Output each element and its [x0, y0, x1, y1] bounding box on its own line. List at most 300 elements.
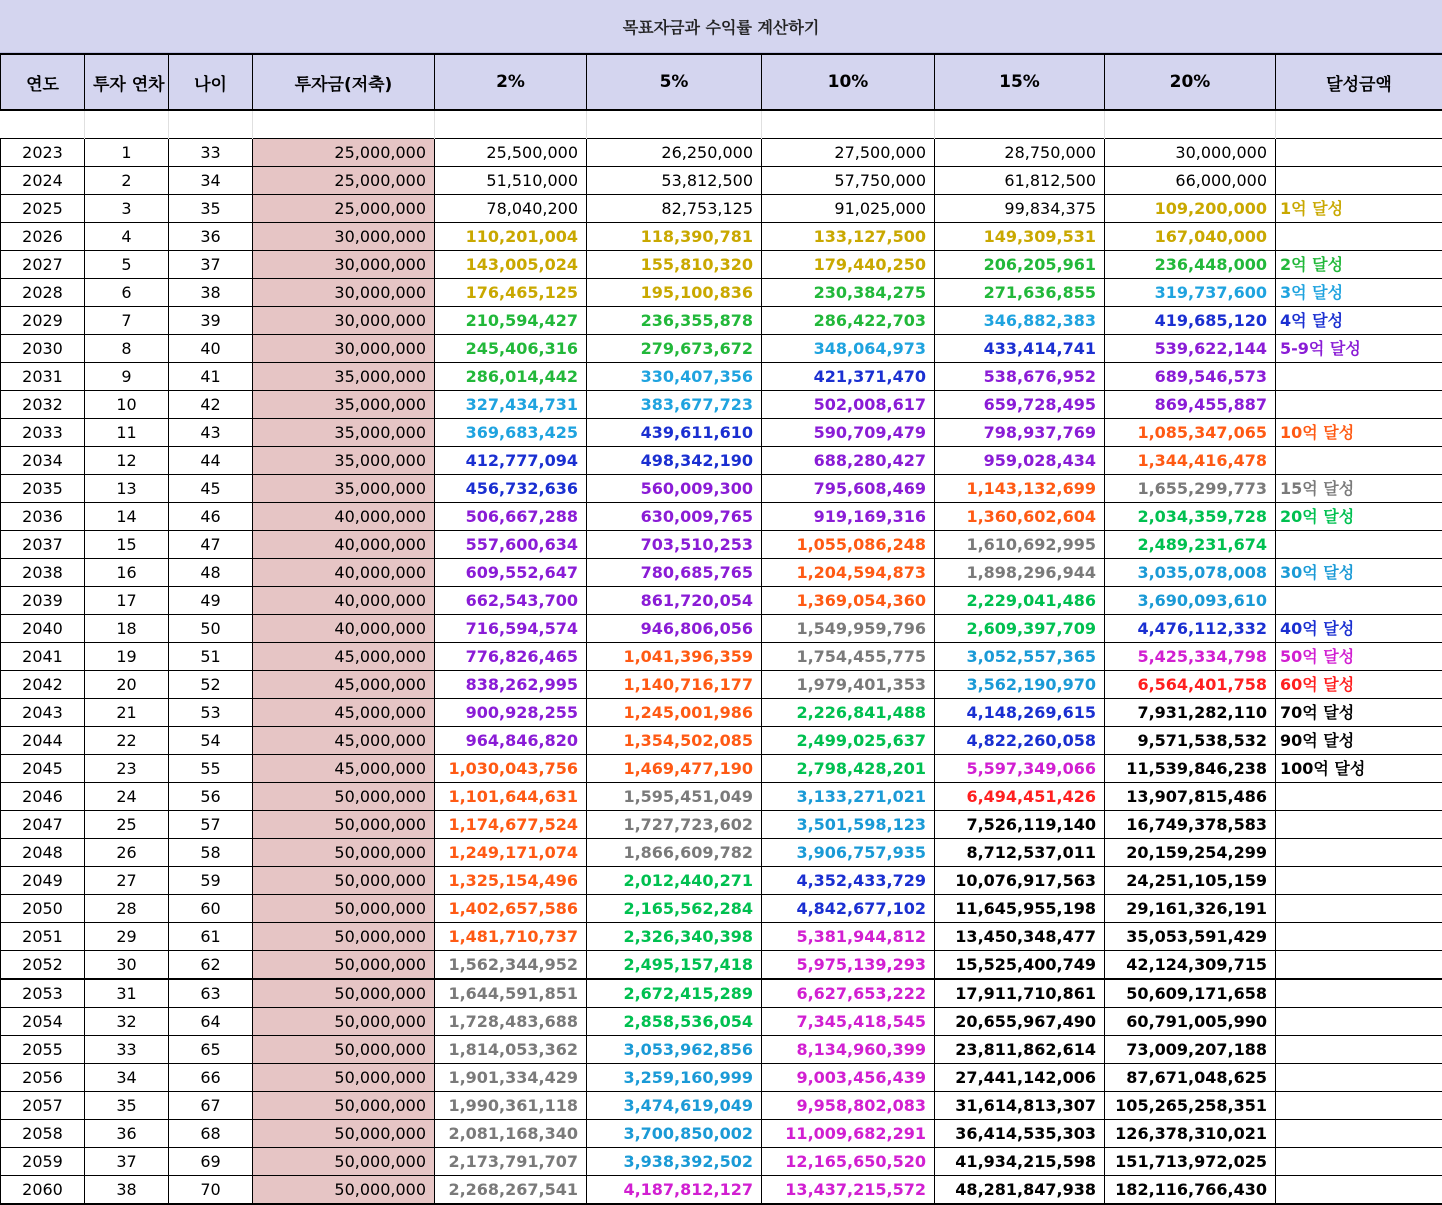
cell-goal[interactable]: 70억 달성 — [1276, 698, 1442, 726]
cell-rate-5[interactable]: 195,100,836 — [587, 278, 762, 306]
cell-rate-15[interactable]: 41,934,215,598 — [935, 1147, 1105, 1175]
cell-goal[interactable] — [1276, 586, 1442, 614]
cell-year[interactable]: 2023 — [1, 138, 85, 166]
cell-investment[interactable]: 30,000,000 — [253, 250, 435, 278]
cell-rate-5[interactable]: 155,810,320 — [587, 250, 762, 278]
cell-rate-20[interactable]: 419,685,120 — [1105, 306, 1276, 334]
cell-rate-2[interactable]: 838,262,995 — [435, 670, 587, 698]
cell-rate-15[interactable]: 4,822,260,058 — [935, 726, 1105, 754]
cell-investment[interactable]: 45,000,000 — [253, 754, 435, 782]
cell-rate-20[interactable]: 50,609,171,658 — [1105, 979, 1276, 1008]
cell-rate-15[interactable]: 6,494,451,426 — [935, 782, 1105, 810]
cell-age[interactable]: 59 — [169, 866, 253, 894]
header-rate-2[interactable]: 2% — [435, 54, 587, 110]
cell-rate-5[interactable]: 946,806,056 — [587, 614, 762, 642]
cell-rate-5[interactable]: 3,053,962,856 — [587, 1035, 762, 1063]
cell-rate-20[interactable]: 87,671,048,625 — [1105, 1063, 1276, 1091]
cell-rate-2[interactable]: 1,174,677,524 — [435, 810, 587, 838]
cell-rate-10[interactable]: 1,549,959,796 — [762, 614, 935, 642]
cell-year[interactable]: 2057 — [1, 1091, 85, 1119]
cell-rate-2[interactable]: 110,201,004 — [435, 222, 587, 250]
cell-investment-year[interactable]: 19 — [85, 642, 169, 670]
cell-investment[interactable]: 40,000,000 — [253, 586, 435, 614]
cell-rate-2[interactable]: 2,173,791,707 — [435, 1147, 587, 1175]
cell-rate-5[interactable]: 2,326,340,398 — [587, 922, 762, 950]
cell-goal[interactable] — [1276, 446, 1442, 474]
cell-rate-5[interactable]: 279,673,672 — [587, 334, 762, 362]
cell-investment[interactable]: 50,000,000 — [253, 1091, 435, 1119]
cell-rate-10[interactable]: 230,384,275 — [762, 278, 935, 306]
cell-rate-20[interactable]: 7,931,282,110 — [1105, 698, 1276, 726]
cell-year[interactable]: 2037 — [1, 530, 85, 558]
cell-investment[interactable]: 50,000,000 — [253, 922, 435, 950]
cell-age[interactable]: 43 — [169, 418, 253, 446]
cell-age[interactable]: 36 — [169, 222, 253, 250]
cell-investment-year[interactable]: 38 — [85, 1175, 169, 1204]
cell-rate-20[interactable]: 35,053,591,429 — [1105, 922, 1276, 950]
cell-rate-5[interactable]: 1,041,396,359 — [587, 642, 762, 670]
cell-rate-5[interactable]: 703,510,253 — [587, 530, 762, 558]
cell-rate-10[interactable]: 179,440,250 — [762, 250, 935, 278]
cell-rate-10[interactable]: 502,008,617 — [762, 390, 935, 418]
cell-rate-20[interactable]: 60,791,005,990 — [1105, 1007, 1276, 1035]
cell-rate-2[interactable]: 245,406,316 — [435, 334, 587, 362]
cell-goal[interactable]: 15억 달성 — [1276, 474, 1442, 502]
cell-rate-2[interactable]: 506,667,288 — [435, 502, 587, 530]
cell-age[interactable]: 68 — [169, 1119, 253, 1147]
cell-year[interactable]: 2058 — [1, 1119, 85, 1147]
cell-investment[interactable]: 35,000,000 — [253, 446, 435, 474]
cell-year[interactable]: 2056 — [1, 1063, 85, 1091]
cell-investment-year[interactable]: 9 — [85, 362, 169, 390]
cell-rate-10[interactable]: 4,352,433,729 — [762, 866, 935, 894]
cell-rate-15[interactable]: 13,450,348,477 — [935, 922, 1105, 950]
cell-rate-5[interactable]: 383,677,723 — [587, 390, 762, 418]
cell-rate-10[interactable]: 5,381,944,812 — [762, 922, 935, 950]
cell-rate-2[interactable]: 900,928,255 — [435, 698, 587, 726]
cell-age[interactable]: 69 — [169, 1147, 253, 1175]
cell-age[interactable]: 52 — [169, 670, 253, 698]
cell-year[interactable]: 2032 — [1, 390, 85, 418]
cell-goal[interactable] — [1276, 1063, 1442, 1091]
cell-rate-2[interactable]: 369,683,425 — [435, 418, 587, 446]
cell-rate-10[interactable]: 3,906,757,935 — [762, 838, 935, 866]
cell-age[interactable]: 57 — [169, 810, 253, 838]
cell-year[interactable]: 2031 — [1, 362, 85, 390]
cell-age[interactable]: 55 — [169, 754, 253, 782]
cell-year[interactable]: 2034 — [1, 446, 85, 474]
cell-age[interactable]: 56 — [169, 782, 253, 810]
header-age[interactable]: 나이 — [169, 54, 253, 110]
cell-year[interactable]: 2038 — [1, 558, 85, 586]
cell-rate-5[interactable]: 26,250,000 — [587, 138, 762, 166]
cell-investment[interactable]: 40,000,000 — [253, 530, 435, 558]
cell-investment-year[interactable]: 3 — [85, 194, 169, 222]
cell-rate-2[interactable]: 51,510,000 — [435, 166, 587, 194]
cell-rate-10[interactable]: 348,064,973 — [762, 334, 935, 362]
header-rate-20[interactable]: 20% — [1105, 54, 1276, 110]
cell-rate-15[interactable]: 2,609,397,709 — [935, 614, 1105, 642]
cell-rate-20[interactable]: 869,455,887 — [1105, 390, 1276, 418]
cell-investment-year[interactable]: 14 — [85, 502, 169, 530]
cell-rate-2[interactable]: 1,728,483,688 — [435, 1007, 587, 1035]
cell-rate-5[interactable]: 1,140,716,177 — [587, 670, 762, 698]
cell-investment-year[interactable]: 37 — [85, 1147, 169, 1175]
cell-investment-year[interactable]: 20 — [85, 670, 169, 698]
cell-investment-year[interactable]: 27 — [85, 866, 169, 894]
cell-investment-year[interactable]: 6 — [85, 278, 169, 306]
cell-year[interactable]: 2043 — [1, 698, 85, 726]
cell-goal[interactable] — [1276, 222, 1442, 250]
cell-year[interactable]: 2028 — [1, 278, 85, 306]
cell-rate-10[interactable]: 5,975,139,293 — [762, 950, 935, 979]
cell-rate-20[interactable]: 24,251,105,159 — [1105, 866, 1276, 894]
cell-investment-year[interactable]: 8 — [85, 334, 169, 362]
cell-rate-15[interactable]: 61,812,500 — [935, 166, 1105, 194]
cell-rate-2[interactable]: 176,465,125 — [435, 278, 587, 306]
cell-rate-2[interactable]: 1,101,644,631 — [435, 782, 587, 810]
cell-rate-2[interactable]: 2,268,267,541 — [435, 1175, 587, 1204]
cell-year[interactable]: 2050 — [1, 894, 85, 922]
cell-investment-year[interactable]: 12 — [85, 446, 169, 474]
cell-rate-15[interactable]: 271,636,855 — [935, 278, 1105, 306]
cell-rate-2[interactable]: 776,826,465 — [435, 642, 587, 670]
cell-rate-10[interactable]: 590,709,479 — [762, 418, 935, 446]
cell-investment-year[interactable]: 29 — [85, 922, 169, 950]
cell-rate-15[interactable]: 149,309,531 — [935, 222, 1105, 250]
cell-investment-year[interactable]: 1 — [85, 138, 169, 166]
cell-rate-15[interactable]: 20,655,967,490 — [935, 1007, 1105, 1035]
cell-rate-5[interactable]: 53,812,500 — [587, 166, 762, 194]
cell-rate-20[interactable]: 182,116,766,430 — [1105, 1175, 1276, 1204]
cell-rate-5[interactable]: 2,165,562,284 — [587, 894, 762, 922]
cell-rate-10[interactable]: 2,798,428,201 — [762, 754, 935, 782]
cell-rate-2[interactable]: 716,594,574 — [435, 614, 587, 642]
cell-year[interactable]: 2045 — [1, 754, 85, 782]
cell-rate-10[interactable]: 91,025,000 — [762, 194, 935, 222]
cell-rate-15[interactable]: 23,811,862,614 — [935, 1035, 1105, 1063]
cell-rate-20[interactable]: 30,000,000 — [1105, 138, 1276, 166]
cell-rate-10[interactable]: 3,501,598,123 — [762, 810, 935, 838]
cell-rate-2[interactable]: 1,814,053,362 — [435, 1035, 587, 1063]
cell-goal[interactable]: 90억 달성 — [1276, 726, 1442, 754]
cell-rate-15[interactable]: 48,281,847,938 — [935, 1175, 1105, 1204]
cell-rate-15[interactable]: 2,229,041,486 — [935, 586, 1105, 614]
cell-investment[interactable]: 30,000,000 — [253, 278, 435, 306]
cell-rate-15[interactable]: 1,610,692,995 — [935, 530, 1105, 558]
cell-investment-year[interactable]: 36 — [85, 1119, 169, 1147]
cell-rate-10[interactable]: 1,754,455,775 — [762, 642, 935, 670]
cell-rate-15[interactable]: 7,526,119,140 — [935, 810, 1105, 838]
cell-goal[interactable]: 20억 달성 — [1276, 502, 1442, 530]
cell-rate-5[interactable]: 3,700,850,002 — [587, 1119, 762, 1147]
cell-rate-10[interactable]: 7,345,418,545 — [762, 1007, 935, 1035]
cell-rate-5[interactable]: 861,720,054 — [587, 586, 762, 614]
cell-age[interactable]: 45 — [169, 474, 253, 502]
cell-age[interactable]: 41 — [169, 362, 253, 390]
header-rate-15[interactable]: 15% — [935, 54, 1105, 110]
cell-rate-5[interactable]: 3,938,392,502 — [587, 1147, 762, 1175]
cell-rate-10[interactable]: 27,500,000 — [762, 138, 935, 166]
cell-year[interactable]: 2041 — [1, 642, 85, 670]
cell-age[interactable]: 38 — [169, 278, 253, 306]
cell-age[interactable]: 46 — [169, 502, 253, 530]
cell-investment-year[interactable]: 7 — [85, 306, 169, 334]
cell-rate-2[interactable]: 2,081,168,340 — [435, 1119, 587, 1147]
cell-age[interactable]: 66 — [169, 1063, 253, 1091]
cell-year[interactable]: 2048 — [1, 838, 85, 866]
cell-year[interactable]: 2025 — [1, 194, 85, 222]
cell-rate-15[interactable]: 27,441,142,006 — [935, 1063, 1105, 1091]
cell-goal[interactable]: 3억 달성 — [1276, 278, 1442, 306]
cell-rate-10[interactable]: 9,003,456,439 — [762, 1063, 935, 1091]
cell-investment-year[interactable]: 31 — [85, 979, 169, 1008]
cell-rate-2[interactable]: 456,732,636 — [435, 474, 587, 502]
cell-rate-10[interactable]: 919,169,316 — [762, 502, 935, 530]
cell-investment[interactable]: 50,000,000 — [253, 1063, 435, 1091]
cell-rate-20[interactable]: 4,476,112,332 — [1105, 614, 1276, 642]
cell-rate-15[interactable]: 11,645,955,198 — [935, 894, 1105, 922]
cell-rate-20[interactable]: 1,085,347,065 — [1105, 418, 1276, 446]
cell-investment[interactable]: 35,000,000 — [253, 474, 435, 502]
cell-rate-20[interactable]: 126,378,310,021 — [1105, 1119, 1276, 1147]
cell-investment[interactable]: 45,000,000 — [253, 670, 435, 698]
cell-year[interactable]: 2027 — [1, 250, 85, 278]
cell-year[interactable]: 2059 — [1, 1147, 85, 1175]
cell-goal[interactable] — [1276, 894, 1442, 922]
cell-age[interactable]: 35 — [169, 194, 253, 222]
cell-rate-5[interactable]: 560,009,300 — [587, 474, 762, 502]
cell-year[interactable]: 2042 — [1, 670, 85, 698]
cell-rate-5[interactable]: 2,012,440,271 — [587, 866, 762, 894]
header-rate-5[interactable]: 5% — [587, 54, 762, 110]
cell-rate-10[interactable]: 9,958,802,083 — [762, 1091, 935, 1119]
cell-age[interactable]: 67 — [169, 1091, 253, 1119]
cell-rate-2[interactable]: 1,901,334,429 — [435, 1063, 587, 1091]
cell-goal[interactable]: 30억 달성 — [1276, 558, 1442, 586]
cell-rate-5[interactable]: 82,753,125 — [587, 194, 762, 222]
cell-goal[interactable] — [1276, 979, 1442, 1008]
cell-rate-2[interactable]: 1,562,344,952 — [435, 950, 587, 979]
cell-age[interactable]: 44 — [169, 446, 253, 474]
cell-investment[interactable]: 50,000,000 — [253, 782, 435, 810]
cell-rate-5[interactable]: 1,469,477,190 — [587, 754, 762, 782]
cell-rate-20[interactable]: 6,564,401,758 — [1105, 670, 1276, 698]
cell-investment[interactable]: 40,000,000 — [253, 558, 435, 586]
cell-investment-year[interactable]: 17 — [85, 586, 169, 614]
cell-investment[interactable]: 30,000,000 — [253, 334, 435, 362]
cell-investment-year[interactable]: 10 — [85, 390, 169, 418]
cell-rate-5[interactable]: 2,858,536,054 — [587, 1007, 762, 1035]
cell-investment[interactable]: 50,000,000 — [253, 838, 435, 866]
cell-goal[interactable]: 60억 달성 — [1276, 670, 1442, 698]
cell-rate-20[interactable]: 66,000,000 — [1105, 166, 1276, 194]
cell-year[interactable]: 2049 — [1, 866, 85, 894]
cell-rate-15[interactable]: 17,911,710,861 — [935, 979, 1105, 1008]
cell-investment[interactable]: 50,000,000 — [253, 1007, 435, 1035]
cell-rate-10[interactable]: 3,133,271,021 — [762, 782, 935, 810]
cell-age[interactable]: 34 — [169, 166, 253, 194]
cell-year[interactable]: 2046 — [1, 782, 85, 810]
cell-investment-year[interactable]: 30 — [85, 950, 169, 979]
cell-rate-5[interactable]: 1,727,723,602 — [587, 810, 762, 838]
cell-investment[interactable]: 50,000,000 — [253, 1175, 435, 1204]
cell-goal[interactable] — [1276, 1035, 1442, 1063]
cell-year[interactable]: 2030 — [1, 334, 85, 362]
cell-rate-10[interactable]: 1,055,086,248 — [762, 530, 935, 558]
cell-rate-15[interactable]: 1,898,296,944 — [935, 558, 1105, 586]
cell-investment-year[interactable]: 35 — [85, 1091, 169, 1119]
cell-rate-20[interactable]: 2,489,231,674 — [1105, 530, 1276, 558]
cell-rate-15[interactable]: 3,052,557,365 — [935, 642, 1105, 670]
cell-rate-15[interactable]: 346,882,383 — [935, 306, 1105, 334]
cell-rate-5[interactable]: 118,390,781 — [587, 222, 762, 250]
cell-rate-5[interactable]: 498,342,190 — [587, 446, 762, 474]
cell-goal[interactable]: 2억 달성 — [1276, 250, 1442, 278]
cell-age[interactable]: 58 — [169, 838, 253, 866]
cell-year[interactable]: 2029 — [1, 306, 85, 334]
header-goal[interactable]: 달성금액 — [1276, 54, 1442, 110]
cell-investment[interactable]: 50,000,000 — [253, 950, 435, 979]
cell-investment[interactable]: 50,000,000 — [253, 979, 435, 1008]
cell-rate-15[interactable]: 31,614,813,307 — [935, 1091, 1105, 1119]
cell-rate-10[interactable]: 1,204,594,873 — [762, 558, 935, 586]
cell-investment-year[interactable]: 16 — [85, 558, 169, 586]
cell-rate-2[interactable]: 1,402,657,586 — [435, 894, 587, 922]
cell-goal[interactable]: 40억 달성 — [1276, 614, 1442, 642]
header-investment-year[interactable]: 투자 연차 — [85, 54, 169, 110]
cell-rate-5[interactable]: 1,354,502,085 — [587, 726, 762, 754]
cell-rate-10[interactable]: 286,422,703 — [762, 306, 935, 334]
cell-goal[interactable]: 4억 달성 — [1276, 306, 1442, 334]
cell-rate-5[interactable]: 780,685,765 — [587, 558, 762, 586]
cell-investment-year[interactable]: 13 — [85, 474, 169, 502]
cell-rate-5[interactable]: 330,407,356 — [587, 362, 762, 390]
header-rate-10[interactable]: 10% — [762, 54, 935, 110]
cell-rate-10[interactable]: 1,369,054,360 — [762, 586, 935, 614]
cell-goal[interactable] — [1276, 1147, 1442, 1175]
cell-rate-2[interactable]: 78,040,200 — [435, 194, 587, 222]
cell-rate-2[interactable]: 143,005,024 — [435, 250, 587, 278]
cell-age[interactable]: 33 — [169, 138, 253, 166]
cell-age[interactable]: 64 — [169, 1007, 253, 1035]
cell-investment[interactable]: 50,000,000 — [253, 1035, 435, 1063]
cell-goal[interactable] — [1276, 1091, 1442, 1119]
cell-rate-15[interactable]: 659,728,495 — [935, 390, 1105, 418]
cell-rate-2[interactable]: 1,481,710,737 — [435, 922, 587, 950]
cell-investment[interactable]: 45,000,000 — [253, 698, 435, 726]
cell-investment[interactable]: 25,000,000 — [253, 194, 435, 222]
cell-year[interactable]: 2035 — [1, 474, 85, 502]
cell-year[interactable]: 2060 — [1, 1175, 85, 1204]
cell-age[interactable]: 54 — [169, 726, 253, 754]
cell-investment-year[interactable]: 34 — [85, 1063, 169, 1091]
cell-goal[interactable] — [1276, 166, 1442, 194]
cell-investment-year[interactable]: 18 — [85, 614, 169, 642]
cell-rate-2[interactable]: 662,543,700 — [435, 586, 587, 614]
cell-rate-10[interactable]: 1,979,401,353 — [762, 670, 935, 698]
cell-goal[interactable] — [1276, 530, 1442, 558]
cell-rate-15[interactable]: 959,028,434 — [935, 446, 1105, 474]
cell-investment-year[interactable]: 23 — [85, 754, 169, 782]
cell-rate-10[interactable]: 2,499,025,637 — [762, 726, 935, 754]
cell-investment[interactable]: 50,000,000 — [253, 810, 435, 838]
cell-goal[interactable]: 10억 달성 — [1276, 418, 1442, 446]
cell-investment-year[interactable]: 21 — [85, 698, 169, 726]
cell-investment[interactable]: 30,000,000 — [253, 306, 435, 334]
cell-goal[interactable]: 100억 달성 — [1276, 754, 1442, 782]
cell-year[interactable]: 2039 — [1, 586, 85, 614]
cell-rate-20[interactable]: 236,448,000 — [1105, 250, 1276, 278]
cell-rate-2[interactable]: 412,777,094 — [435, 446, 587, 474]
cell-year[interactable]: 2055 — [1, 1035, 85, 1063]
header-year[interactable]: 연도 — [1, 54, 85, 110]
cell-rate-5[interactable]: 2,495,157,418 — [587, 950, 762, 979]
cell-age[interactable]: 39 — [169, 306, 253, 334]
cell-age[interactable]: 61 — [169, 922, 253, 950]
cell-rate-20[interactable]: 167,040,000 — [1105, 222, 1276, 250]
cell-goal[interactable] — [1276, 138, 1442, 166]
cell-goal[interactable] — [1276, 1119, 1442, 1147]
cell-goal[interactable] — [1276, 1175, 1442, 1204]
cell-rate-20[interactable]: 42,124,309,715 — [1105, 950, 1276, 979]
cell-rate-5[interactable]: 3,259,160,999 — [587, 1063, 762, 1091]
cell-rate-15[interactable]: 10,076,917,563 — [935, 866, 1105, 894]
cell-rate-15[interactable]: 8,712,537,011 — [935, 838, 1105, 866]
cell-investment-year[interactable]: 15 — [85, 530, 169, 558]
cell-rate-5[interactable]: 1,245,001,986 — [587, 698, 762, 726]
cell-age[interactable]: 63 — [169, 979, 253, 1008]
cell-year[interactable]: 2036 — [1, 502, 85, 530]
cell-investment-year[interactable]: 28 — [85, 894, 169, 922]
cell-goal[interactable] — [1276, 922, 1442, 950]
cell-investment[interactable]: 50,000,000 — [253, 1119, 435, 1147]
cell-investment[interactable]: 50,000,000 — [253, 866, 435, 894]
cell-rate-20[interactable]: 13,907,815,486 — [1105, 782, 1276, 810]
cell-rate-15[interactable]: 433,414,741 — [935, 334, 1105, 362]
cell-investment[interactable]: 45,000,000 — [253, 642, 435, 670]
cell-rate-10[interactable]: 688,280,427 — [762, 446, 935, 474]
cell-year[interactable]: 2052 — [1, 950, 85, 979]
cell-age[interactable]: 62 — [169, 950, 253, 979]
cell-rate-20[interactable]: 109,200,000 — [1105, 194, 1276, 222]
cell-rate-10[interactable]: 57,750,000 — [762, 166, 935, 194]
cell-rate-10[interactable]: 795,608,469 — [762, 474, 935, 502]
cell-rate-20[interactable]: 539,622,144 — [1105, 334, 1276, 362]
cell-rate-5[interactable]: 439,611,610 — [587, 418, 762, 446]
cell-age[interactable]: 53 — [169, 698, 253, 726]
cell-investment-year[interactable]: 5 — [85, 250, 169, 278]
cell-year[interactable]: 2040 — [1, 614, 85, 642]
cell-rate-20[interactable]: 3,690,093,610 — [1105, 586, 1276, 614]
cell-rate-15[interactable]: 99,834,375 — [935, 194, 1105, 222]
cell-rate-15[interactable]: 15,525,400,749 — [935, 950, 1105, 979]
cell-goal[interactable] — [1276, 1007, 1442, 1035]
cell-investment[interactable]: 45,000,000 — [253, 726, 435, 754]
cell-rate-15[interactable]: 1,360,602,604 — [935, 502, 1105, 530]
cell-goal[interactable] — [1276, 866, 1442, 894]
cell-rate-15[interactable]: 1,143,132,699 — [935, 474, 1105, 502]
cell-rate-15[interactable]: 28,750,000 — [935, 138, 1105, 166]
cell-age[interactable]: 42 — [169, 390, 253, 418]
cell-investment[interactable]: 25,000,000 — [253, 138, 435, 166]
cell-rate-15[interactable]: 206,205,961 — [935, 250, 1105, 278]
cell-investment[interactable]: 35,000,000 — [253, 418, 435, 446]
cell-goal[interactable]: 1억 달성 — [1276, 194, 1442, 222]
cell-investment[interactable]: 50,000,000 — [253, 1147, 435, 1175]
cell-rate-5[interactable]: 1,866,609,782 — [587, 838, 762, 866]
cell-investment[interactable]: 40,000,000 — [253, 614, 435, 642]
